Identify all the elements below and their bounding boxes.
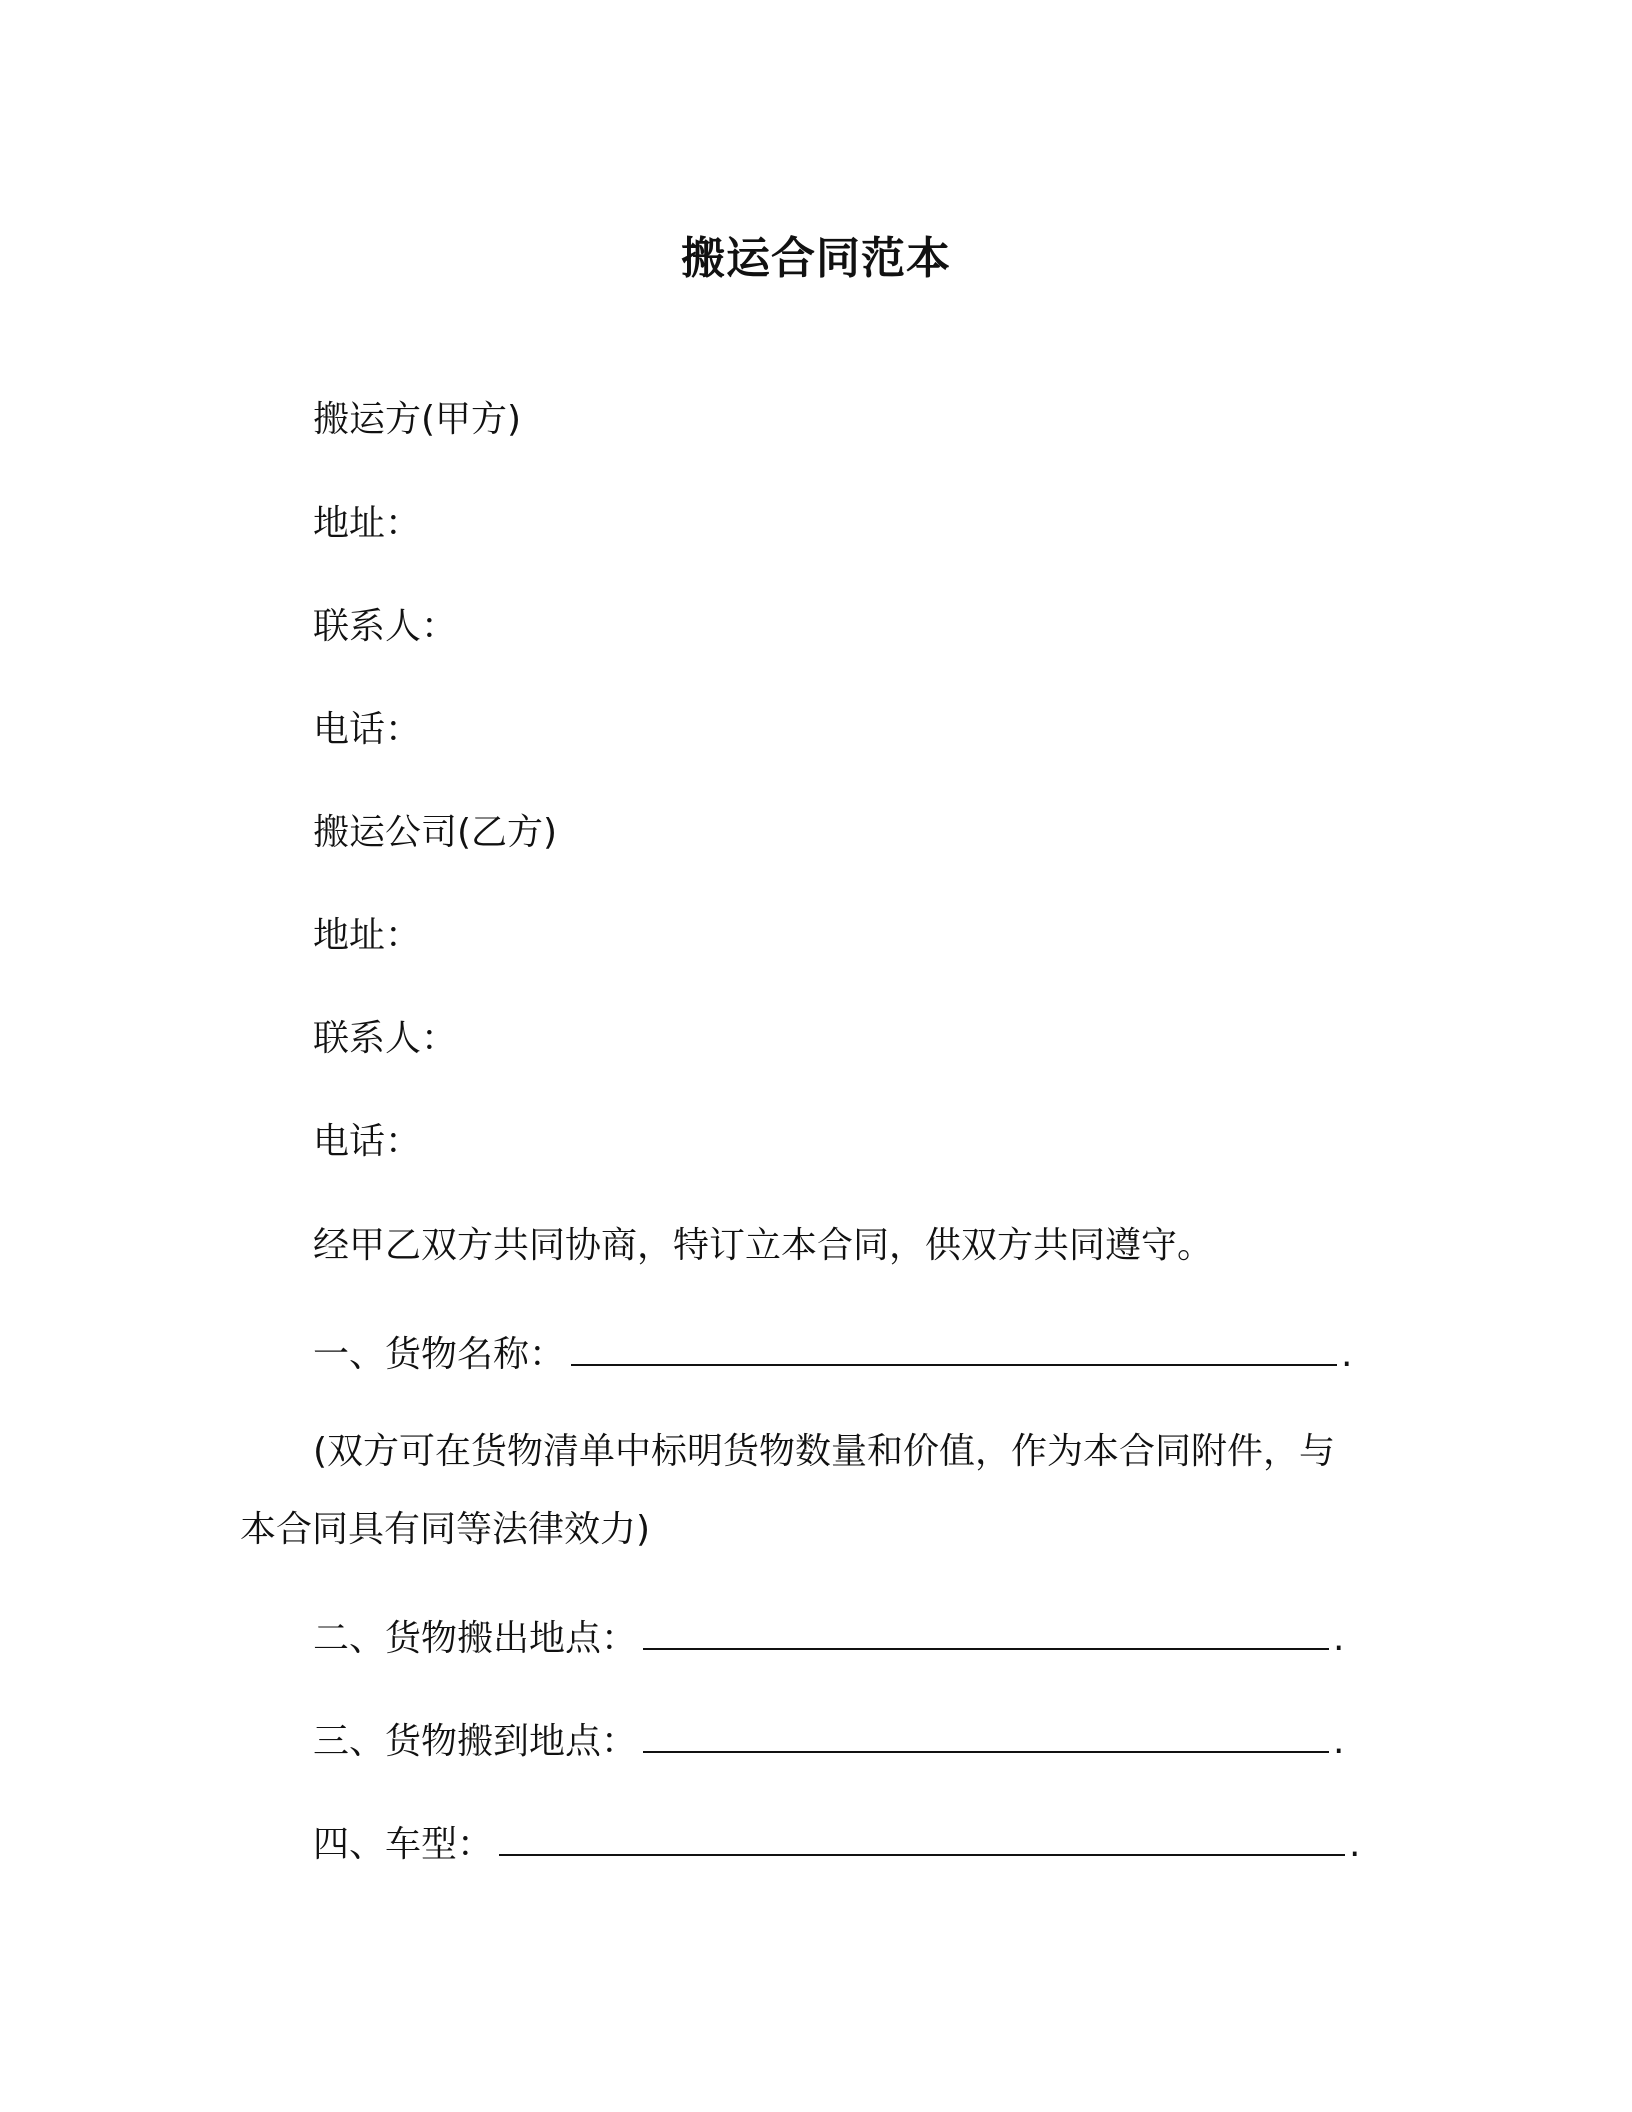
note-line-1: (双方可在货物清单中标明货物数量和价值，作为本合同附件，与 [313,1431,1336,1472]
clause-label: 四、车型： [313,1824,494,1865]
clause-label: 三、货物搬到地点： [313,1721,638,1762]
clause-delivery-location [313,1717,1344,1764]
clause-vehicle-type [313,1820,1360,1867]
clause-end: . [1341,1334,1353,1375]
clause-label: 二、货物搬出地点： [313,1618,638,1659]
clause-label: 一、货物名称： [313,1334,566,1375]
fill-in-blank [499,1820,1345,1856]
party-b-contact-label: 联系人： [313,1018,458,1059]
clause-end: . [1333,1618,1345,1659]
clause-end: . [1333,1721,1345,1762]
party-a-heading: 搬运方(甲方) [313,399,522,440]
note-line-2: 本合同具有同等法律效力) [240,1509,651,1550]
preamble-text: 经甲乙双方共同协商，特订立本合同，供双方共同遵守。 [313,1225,1214,1266]
party-b-phone-label: 电话： [313,1121,422,1162]
party-a-address-label: 地址： [313,503,422,544]
party-b-address-label: 地址： [313,915,422,956]
clause-end: . [1349,1824,1361,1865]
clause-goods-name [313,1330,1352,1377]
party-b-heading: 搬运公司(乙方) [313,812,558,853]
clause-pickup-location [313,1614,1344,1661]
party-a-contact-label: 联系人： [313,606,458,647]
fill-in-blank [571,1330,1337,1366]
party-a-phone-label: 电话： [313,709,422,750]
fill-in-blank [643,1614,1329,1650]
document-title: 搬运合同范本 [681,233,951,284]
fill-in-blank [643,1717,1329,1753]
